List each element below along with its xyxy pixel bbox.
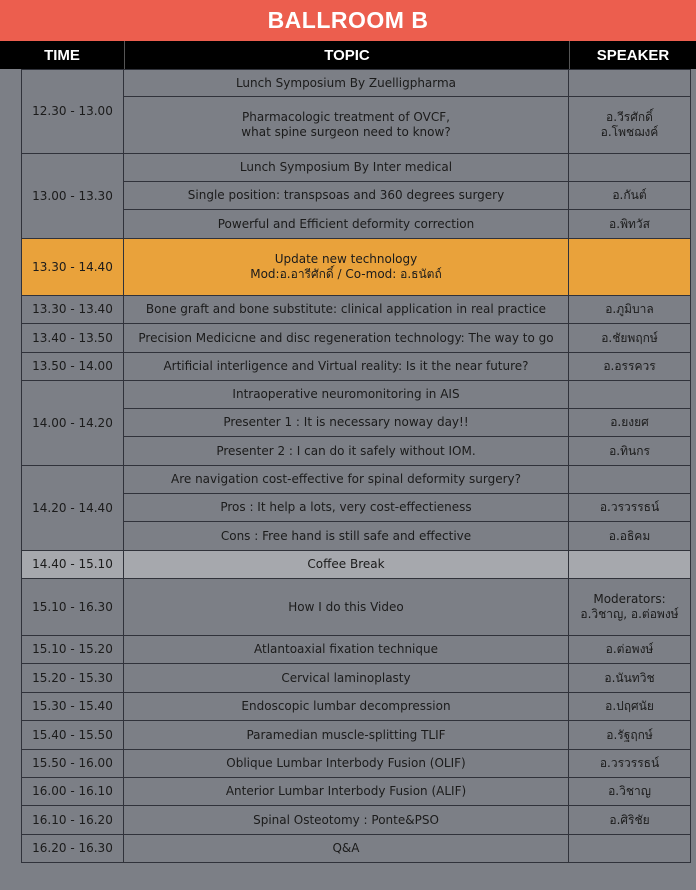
speaker-cell: อ.ทินกร	[569, 437, 691, 466]
topic-cell: Spinal Osteotomy : Ponte&PSO	[124, 806, 569, 835]
topic-cell: Pharmacologic treatment of OVCF, what spine surgeon need to know?	[124, 97, 569, 154]
column-header-speaker: SPEAKER	[569, 41, 696, 69]
speaker-cell	[569, 381, 691, 409]
time-cell: 16.20 - 16.30	[21, 835, 124, 863]
topic-cell: Artificial interligence and Virtual reality: Is it the near future?	[124, 353, 569, 381]
topic-cell: Presenter 1 : It is necessary noway day!!	[124, 409, 569, 437]
speaker-cell: อ.อธิคม	[569, 522, 691, 551]
speaker-cell: อ.วรวรรธน์	[569, 494, 691, 522]
topic-cell: Precision Medicicne and disc regeneration technology: The way to go	[124, 324, 569, 353]
speaker-cell	[569, 154, 691, 182]
speaker-cell: อ.ศิริชัย	[569, 806, 691, 835]
topic-cell: Pros : It help a lots, very cost-effectieness	[124, 494, 569, 522]
speaker-cell: อ.พิทวัส	[569, 210, 691, 239]
time-cell: 15.50 - 16.00	[21, 750, 124, 778]
time-cell: 15.10 - 16.30	[21, 579, 124, 636]
time-cell: 12.30 - 13.00	[21, 69, 124, 154]
time-cell: 13.40 - 13.50	[21, 324, 124, 353]
topic-cell: Cons : Free hand is still safe and effective	[124, 522, 569, 551]
speaker-cell: อ.วรวรรธน์	[569, 750, 691, 778]
time-cell: 15.30 - 15.40	[21, 693, 124, 721]
topic-cell: Intraoperative neuromonitoring in AIS	[124, 381, 569, 409]
speaker-cell	[569, 239, 691, 296]
topic-cell: Lunch Symposium By Zuelligpharma	[124, 69, 569, 97]
time-cell: 16.10 - 16.20	[21, 806, 124, 835]
topic-cell: Coffee Break	[124, 551, 569, 579]
speaker-cell: อ.อรรควร	[569, 353, 691, 381]
speaker-cell	[569, 835, 691, 863]
time-cell: 14.00 - 14.20	[21, 381, 124, 466]
topic-cell: Endoscopic lumbar decompression	[124, 693, 569, 721]
topic-cell: Powerful and Efficient deformity correction	[124, 210, 569, 239]
speaker-cell: อ.ยงยศ	[569, 409, 691, 437]
time-cell: 13.00 - 13.30	[21, 154, 124, 239]
topic-cell: Oblique Lumbar Interbody Fusion (OLIF)	[124, 750, 569, 778]
speaker-cell: อ.รัฐฤกษ์	[569, 721, 691, 750]
speaker-cell: Moderators: อ.วิชาญ, อ.ต่อพงษ์	[569, 579, 691, 636]
speaker-cell: อ.นันทวิช	[569, 664, 691, 693]
topic-cell: Lunch Symposium By Inter medical	[124, 154, 569, 182]
time-cell: 14.20 - 14.40	[21, 466, 124, 551]
column-header-topic: TOPIC	[124, 41, 569, 69]
topic-cell: Bone graft and bone substitute: clinical application in real practice	[124, 296, 569, 324]
topic-cell: How I do this Video	[124, 579, 569, 636]
speaker-cell: อ.ภูมิบาล	[569, 296, 691, 324]
topic-cell: Cervical laminoplasty	[124, 664, 569, 693]
speaker-cell: อ.วีรศักดิ์ อ.โพชฌงค์	[569, 97, 691, 154]
speaker-cell: อ.ต่อพงษ์	[569, 636, 691, 664]
speaker-cell: อ.ปฤศนัย	[569, 693, 691, 721]
topic-cell: Single position: transpsoas and 360 degrees surgery	[124, 182, 569, 210]
time-cell: 16.00 - 16.10	[21, 778, 124, 806]
page-title: BALLROOM B	[0, 0, 696, 41]
topic-cell: Presenter 2 : I can do it safely without IOM.	[124, 437, 569, 466]
time-cell: 15.20 - 15.30	[21, 664, 124, 693]
time-cell: 15.40 - 15.50	[21, 721, 124, 750]
topic-cell: Atlantoaxial fixation technique	[124, 636, 569, 664]
speaker-cell	[569, 466, 691, 494]
time-cell: 13.30 - 14.40	[21, 239, 124, 296]
topic-cell: Anterior Lumbar Interbody Fusion (ALIF)	[124, 778, 569, 806]
time-cell: 15.10 - 15.20	[21, 636, 124, 664]
column-header-time: TIME	[0, 41, 124, 69]
speaker-cell: อ.กันต์	[569, 182, 691, 210]
speaker-cell	[569, 69, 691, 97]
time-cell: 13.50 - 14.00	[21, 353, 124, 381]
topic-cell: Q&A	[124, 835, 569, 863]
time-cell: 13.30 - 13.40	[21, 296, 124, 324]
topic-cell: Update new technology Mod:อ.อารีศักดิ์ / Co-mod: อ.ธนัตถ์	[124, 239, 569, 296]
speaker-cell	[569, 551, 691, 579]
topic-cell: Paramedian muscle-splitting TLIF	[124, 721, 569, 750]
topic-cell: Are navigation cost-effective for spinal deformity surgery?	[124, 466, 569, 494]
left-margin-strip	[0, 69, 21, 890]
speaker-cell: อ.ชัยพฤกษ์	[569, 324, 691, 353]
speaker-cell: อ.วิชาญ	[569, 778, 691, 806]
time-cell: 14.40 - 15.10	[21, 551, 124, 579]
